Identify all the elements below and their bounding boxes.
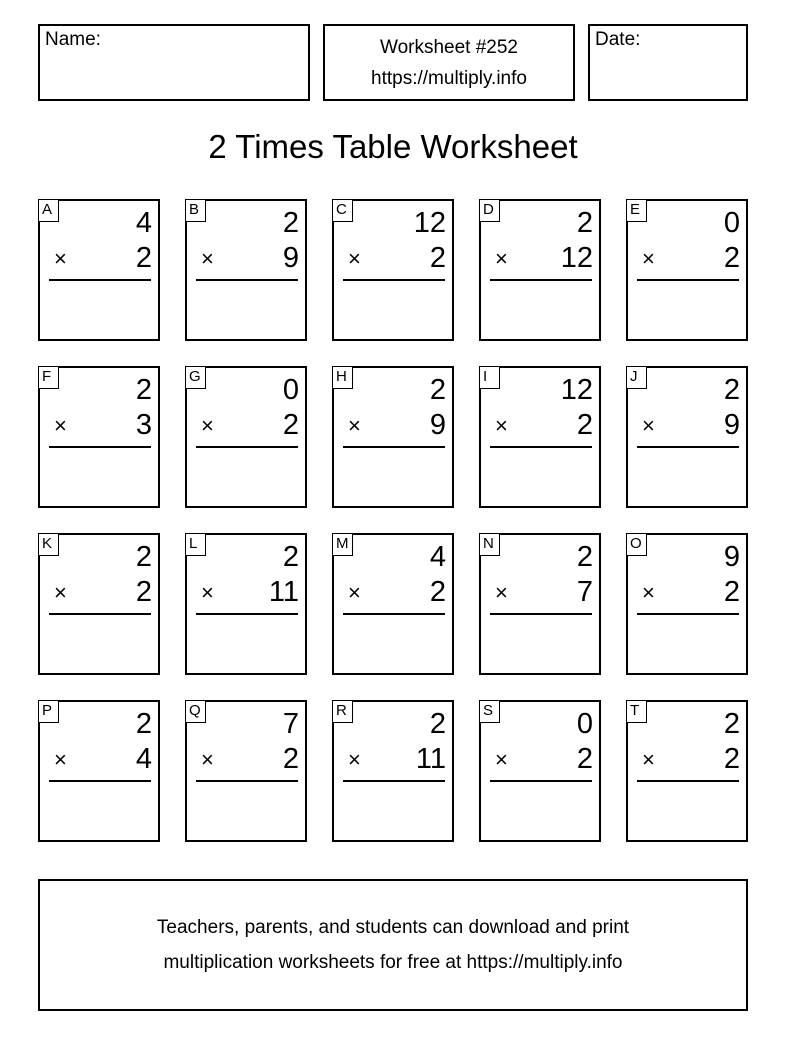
answer-rule — [490, 780, 592, 782]
problem-card[interactable] — [479, 366, 601, 508]
answer-rule — [490, 613, 592, 615]
multiplier: 9 — [429, 409, 446, 441]
multiplier: 2 — [723, 743, 740, 775]
times-sign: × — [54, 580, 67, 605]
answer-rule — [49, 446, 151, 448]
multiplier: 3 — [135, 409, 152, 441]
multiplier: 2 — [135, 576, 152, 608]
multiplier: 11 — [415, 743, 446, 775]
answer-rule — [196, 780, 298, 782]
name-label: Name: — [45, 29, 101, 50]
times-sign: × — [642, 747, 655, 772]
answer-rule — [490, 446, 592, 448]
multiplicand: 2 — [429, 374, 446, 406]
multiplicand: 0 — [282, 374, 299, 406]
multiplier: 2 — [723, 576, 740, 608]
times-sign: × — [495, 747, 508, 772]
problem-letter: L — [185, 533, 206, 556]
multiplicand: 2 — [135, 708, 152, 740]
multiplier: 9 — [282, 242, 299, 274]
multiplier: 2 — [723, 242, 740, 274]
problem-card[interactable] — [38, 366, 160, 508]
times-sign: × — [201, 580, 214, 605]
problem-card[interactable] — [479, 533, 601, 675]
answer-rule — [637, 780, 739, 782]
problem-card[interactable] — [626, 700, 748, 842]
multiplicand: 2 — [576, 541, 593, 573]
page-title: 2 Times Table Worksheet — [208, 128, 578, 165]
problem-letter: J — [626, 366, 647, 389]
answer-rule — [196, 446, 298, 448]
multiplicand: 2 — [135, 541, 152, 573]
answer-rule — [637, 446, 739, 448]
times-sign: × — [348, 413, 361, 438]
times-sign: × — [642, 246, 655, 271]
problem-letter: P — [38, 700, 59, 723]
multiplier: 7 — [576, 576, 593, 608]
answer-rule — [343, 446, 445, 448]
problem-card[interactable] — [626, 533, 748, 675]
problem-letter: A — [38, 199, 59, 222]
problem-letter: C — [332, 199, 353, 222]
multiplier: 2 — [429, 242, 446, 274]
answer-rule — [343, 613, 445, 615]
problem-letter: E — [626, 199, 647, 222]
multiplicand: 2 — [282, 207, 299, 239]
problem-card[interactable] — [626, 366, 748, 508]
times-sign: × — [54, 246, 67, 271]
times-sign: × — [348, 747, 361, 772]
answer-rule — [49, 279, 151, 281]
times-sign: × — [54, 413, 67, 438]
problem-letter: M — [332, 533, 353, 556]
date-label: Date: — [595, 29, 641, 50]
multiplicand: 2 — [282, 541, 299, 573]
worksheet-info-box — [323, 24, 575, 101]
problem-letter: I — [479, 366, 500, 389]
multiplicand: 0 — [576, 708, 593, 740]
worksheet-url: https://multiply.info — [371, 67, 527, 89]
problem-card[interactable] — [185, 700, 307, 842]
problem-card[interactable] — [332, 700, 454, 842]
problem-card[interactable] — [38, 700, 160, 842]
times-sign: × — [642, 413, 655, 438]
multiplicand: 12 — [413, 207, 446, 239]
worksheet-number: Worksheet #252 — [379, 36, 518, 58]
problem-letter: N — [479, 533, 500, 556]
times-sign: × — [348, 246, 361, 271]
problem-card[interactable] — [626, 199, 748, 341]
times-sign: × — [201, 747, 214, 772]
problem-letter: D — [479, 199, 500, 222]
problem-card[interactable] — [479, 199, 601, 341]
footer-note — [38, 879, 748, 1011]
multiplicand: 2 — [135, 374, 152, 406]
problem-card[interactable] — [332, 366, 454, 508]
problem-card[interactable] — [38, 199, 160, 341]
multiplicand: 4 — [135, 207, 152, 239]
multiplicand: 2 — [723, 708, 740, 740]
multiplier: 11 — [268, 576, 299, 608]
problem-card[interactable] — [185, 199, 307, 341]
multiplicand: 2 — [576, 207, 593, 239]
problem-letter: B — [185, 199, 206, 222]
problem-letter: G — [185, 366, 206, 389]
answer-rule — [196, 613, 298, 615]
multiplicand: 7 — [282, 708, 299, 740]
problem-letter: F — [38, 366, 59, 389]
multiplier: 2 — [429, 576, 446, 608]
answer-rule — [196, 279, 298, 281]
answer-rule — [343, 780, 445, 782]
footer-line-2: multiplication worksheets for free at https://multiply.info — [163, 952, 623, 973]
problem-letter: O — [626, 533, 647, 556]
problem-card[interactable] — [332, 533, 454, 675]
times-sign: × — [54, 747, 67, 772]
problem-letter: Q — [185, 700, 206, 723]
multiplicand: 0 — [723, 207, 740, 239]
problem-card[interactable] — [332, 199, 454, 341]
times-sign: × — [495, 246, 508, 271]
answer-rule — [490, 279, 592, 281]
problem-card[interactable] — [38, 533, 160, 675]
problem-card[interactable] — [479, 700, 601, 842]
times-sign: × — [201, 246, 214, 271]
multiplier: 2 — [576, 743, 593, 775]
problem-letter: K — [38, 533, 59, 556]
answer-rule — [637, 613, 739, 615]
multiplicand: 2 — [723, 374, 740, 406]
problem-card[interactable] — [185, 533, 307, 675]
problem-card[interactable] — [185, 366, 307, 508]
multiplicand: 9 — [723, 541, 740, 573]
footer-line-1: Teachers, parents, and students can download and print — [156, 917, 630, 938]
date-field[interactable] — [588, 24, 748, 101]
problem-letter: S — [479, 700, 500, 723]
problem-letter: T — [626, 700, 647, 723]
multiplier: 2 — [576, 409, 593, 441]
name-field[interactable] — [38, 24, 310, 101]
times-sign: × — [348, 580, 361, 605]
answer-rule — [49, 780, 151, 782]
multiplier: 2 — [282, 409, 299, 441]
multiplicand: 4 — [429, 541, 446, 573]
multiplier: 2 — [282, 743, 299, 775]
problem-letter: H — [332, 366, 353, 389]
multiplicand: 12 — [560, 374, 593, 406]
answer-rule — [343, 279, 445, 281]
multiplier: 4 — [135, 743, 152, 775]
times-sign: × — [201, 413, 214, 438]
multiplier: 12 — [560, 242, 593, 274]
problem-letter: R — [332, 700, 353, 723]
multiplicand: 2 — [429, 708, 446, 740]
times-sign: × — [495, 413, 508, 438]
answer-rule — [637, 279, 739, 281]
times-sign: × — [495, 580, 508, 605]
multiplier: 2 — [135, 242, 152, 274]
times-sign: × — [642, 580, 655, 605]
answer-rule — [49, 613, 151, 615]
multiplier: 9 — [723, 409, 740, 441]
